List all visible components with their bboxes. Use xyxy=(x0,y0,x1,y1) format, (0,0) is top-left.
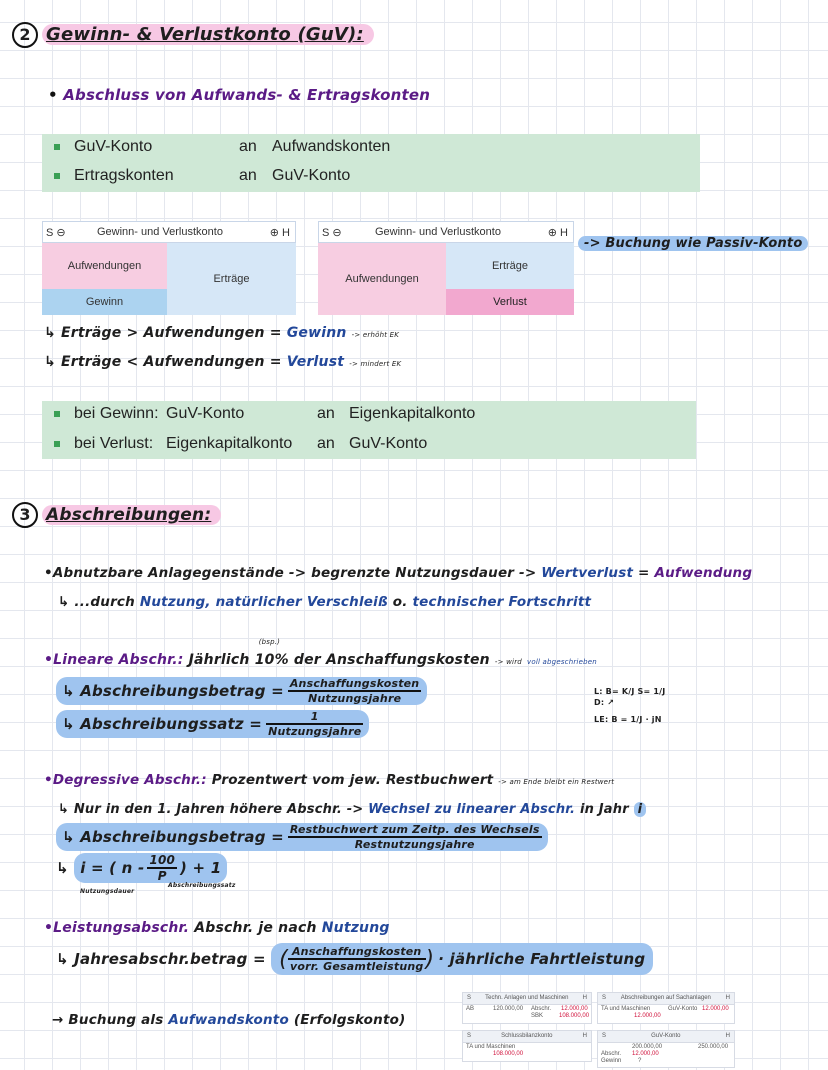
section-number-2: 2 xyxy=(12,22,38,48)
leistung-betrag: ↳ Jahresabschr.betrag = ( $\frac{\text{Anschaffungskosten}}{\text{vorr. Gesamtleistung}}$ ) · jährliche Fahrtleistung xyxy=(56,943,653,975)
degressiv-betrag: ↳ Abschreibungsbetrag = $\frac{\text{Restbuchwert zum Zeitp. des Wechsels}}{\text{Restnutzungsjahre}}$ xyxy=(56,823,548,851)
abnutzbar-line: •Abnutzbare Anlagegenstände -> begrenzte Nutzungsdauer -> Wertverlust = Aufwendung xyxy=(44,565,753,581)
booking-row: Ertragskonten xyxy=(54,167,174,185)
section-number-3: 3 xyxy=(12,502,38,528)
section2-bullet: • Abschluss von Aufwands- & Ertragskonten xyxy=(48,86,431,104)
rule-verlust: ↳ Erträge < Aufwendungen = Verlust -> mindert EK xyxy=(44,354,402,370)
section2-heading xyxy=(12,22,374,48)
label-nutzungsdauer: Nutzungsdauer xyxy=(80,888,135,895)
ertraege-cell: Erträge xyxy=(167,243,296,315)
section2-title: Gewinn- & Verlustkonto (GuV): xyxy=(42,24,374,45)
leistung-line: •Leistungsabschr. Abschr. je nach Nutzung xyxy=(44,920,390,936)
section3-title: Abschreibungen: xyxy=(42,505,221,525)
degressiv-wechsel: ↳ Nur in den 1. Jahren höhere Abschr. -> Wechsel zu linearer Abschr. in Jahr i xyxy=(58,802,646,817)
mini-account-abschreibungen: S Abschreibungen auf Sachanlagen H TA und Maschinen 12.000,00 GuV-Konto 12.000,00 xyxy=(597,992,735,1024)
degressiv-formula: ↳ i = ( n - $\frac{100}{P}$ ) + 1 xyxy=(56,853,227,883)
nutzung-line: ↳ ...durch Nutzung, natürlicher Verschleiß o. technischer Fortschritt xyxy=(58,594,592,610)
linear-line: •Lineare Abschr.: Jährlich (bsp.) 10% der Anschaffungskosten -> wird voll abgeschrieben xyxy=(44,638,597,668)
ertraege-cell: Erträge xyxy=(446,243,574,289)
booking-box-1: GuV-Konto an Aufwandskonten Ertragskonten an GuV-Konto xyxy=(42,134,700,192)
aufwendungen-cell: Aufwendungen xyxy=(318,243,446,315)
booking-row: GuV-Konto xyxy=(54,138,152,156)
verlust-cell: Verlust xyxy=(446,289,574,315)
mini-account-techn-anlagen: S Techn. Anlagen und Maschinen H AB 120.000,00 Abschr. 12.000,00 SBK 108.000,00 xyxy=(462,992,592,1024)
degressiv-line: •Degressive Abschr.: Prozentwert vom jew. Restbuchwert -> am Ende bleibt ein Restwert xyxy=(44,772,615,788)
gewinn-cell: Gewinn xyxy=(42,289,167,315)
mini-account-schlussbilanz: S Schlussbilanzkonto H TA und Maschinen 108.000,00 xyxy=(462,1030,592,1062)
label-abschreibungssatz: Abschreibungssatz xyxy=(168,882,236,889)
guv-t-account-gewinn: S ⊖ Gewinn- und Verlustkonto ⊕ H Aufwendungen Gewinn Erträge xyxy=(42,221,296,315)
linear-satz: ↳ Abschreibungssatz = $\frac{1}{\text{Nutzungsjahre}}$ xyxy=(56,710,369,738)
passiv-note: -> Buchung wie Passiv-Konto xyxy=(578,236,808,251)
linear-betrag: ↳ Abschreibungsbetrag = $\frac{\text{Anschaffungskosten}}{\text{Nutzungsjahre}}$ xyxy=(56,677,427,705)
rule-gewinn: ↳ Erträge > Aufwendungen = Gewinn -> erhöht EK xyxy=(44,325,400,341)
linear-sidenote: L: B= K/J S= 1/J D: ↗ LE: B = 1/J · jN xyxy=(594,687,666,724)
buchung-line: → Buchung als Aufwandskonto (Erfolgskonto) xyxy=(52,1012,406,1028)
booking-box-2: bei Gewinn: GuV-Konto an Eigenkapitalkonto bei Verlust: Eigenkapitalkonto an GuV-Konto xyxy=(42,401,696,459)
aufwendungen-cell: Aufwendungen xyxy=(42,243,167,289)
section3-heading xyxy=(12,502,221,528)
mini-account-guv: S GuV-Konto H 200.000,00 250.000,00 Abschr. 12.000,00 Gewinn ? xyxy=(597,1030,735,1068)
guv-t-account-verlust: S ⊖ Gewinn- und Verlustkonto ⊕ H Aufwendungen Erträge Verlust xyxy=(318,221,574,315)
